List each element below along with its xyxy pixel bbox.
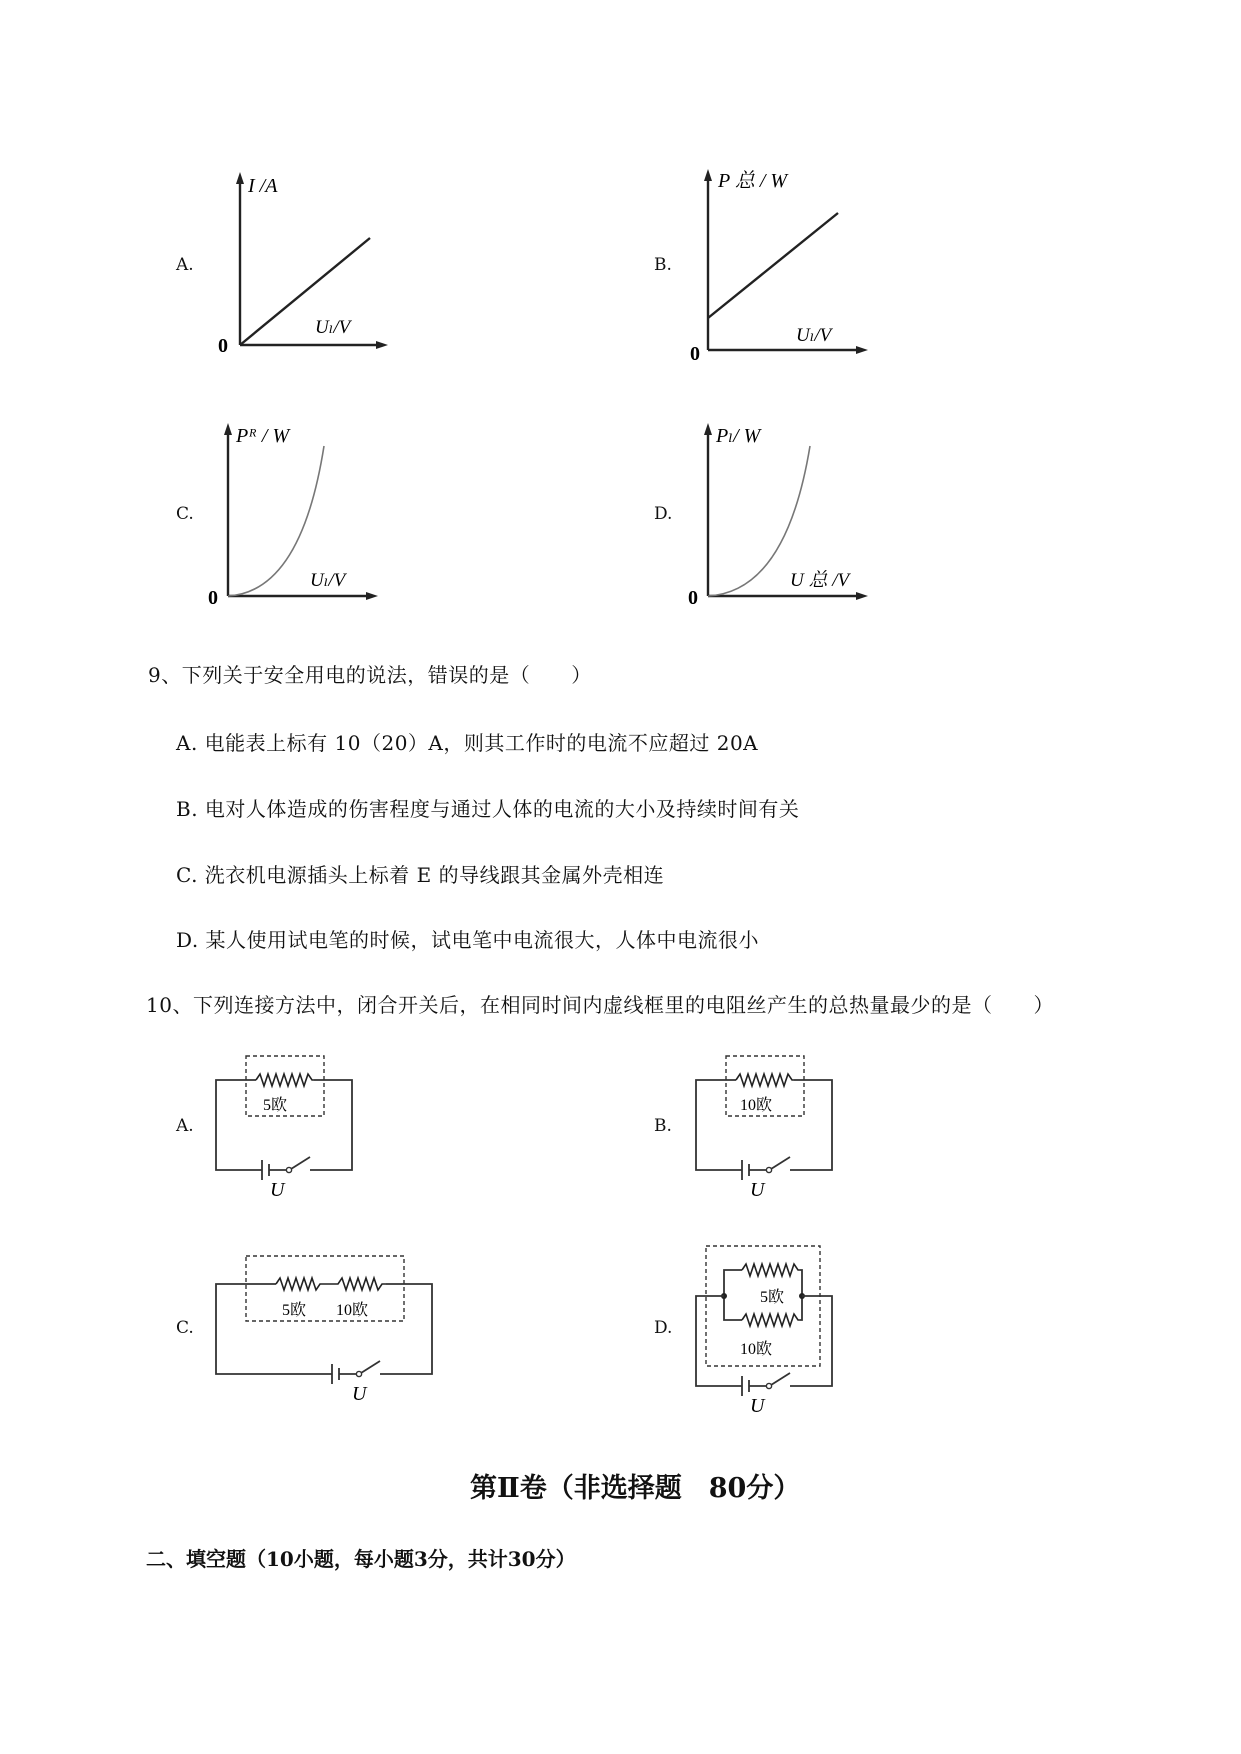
q10-d-resistor-2-label: 10欧 <box>740 1341 773 1358</box>
q8-b-origin: 0 <box>690 343 700 365</box>
q10-d-source-label: U <box>750 1395 765 1413</box>
q9-stem: 9、下列关于安全用电的说法，错误的是（ ） <box>148 663 592 687</box>
q10-c-resistor-1-label: 5欧 <box>282 1302 307 1319</box>
q10-a-source-label: U <box>270 1179 285 1201</box>
q10-option-a-label: A. <box>176 1116 194 1136</box>
q8-b-x-axis-label: Uₗ/V <box>796 325 832 346</box>
q9-option-c: C. 洗衣机电源插头上标着 E 的导线跟其金属外壳相连 <box>176 863 665 887</box>
q10-b-resistor-label: 10欧 <box>740 1097 773 1114</box>
q10-b-source-label: U <box>750 1179 765 1201</box>
q8-d-y-axis-label: Pₗ/ W <box>716 425 761 447</box>
q10-option-b-label: B. <box>654 1116 672 1136</box>
q10-option-c-label: C. <box>176 1318 194 1338</box>
section-title: 第Ⅱ卷（非选择题 80分） <box>470 1473 801 1504</box>
q10-a-resistor-label: 5欧 <box>263 1097 288 1114</box>
q8-graph-d <box>686 420 876 610</box>
q8-a-y-axis-label: I /A <box>248 175 278 197</box>
q10-option-d-label: D. <box>654 1318 673 1338</box>
q8-d-x-axis-label: U 总 /V <box>790 570 850 591</box>
q9-option-a: A. 电能表上标有 10（20）A，则其工作时的电流不应超过 20A <box>176 731 759 755</box>
q8-graph-b <box>686 165 876 365</box>
q8-option-a-label: A. <box>176 255 194 275</box>
q10-c-source-label: U <box>352 1383 367 1405</box>
q10-stem: 10、下列连接方法中，闭合开关后，在相同时间内虚线框里的电阻丝产生的总热量最少的是（ ） <box>146 993 1054 1017</box>
q8-a-origin: 0 <box>218 335 228 357</box>
section-subtitle: 二、填空题（10小题，每小题3分，共计30分） <box>146 1547 576 1571</box>
q8-b-y-axis-label: P 总 / W <box>718 170 788 192</box>
q10-d-resistor-1-label: 5欧 <box>760 1289 785 1306</box>
q8-d-origin: 0 <box>688 587 698 609</box>
q8-graph-a <box>210 170 390 365</box>
q8-option-b-label: B. <box>654 255 672 275</box>
q10-circuit-b <box>690 1048 850 1203</box>
q8-a-x-axis-label: Uₗ/V <box>315 317 351 338</box>
q9-option-b: B. 电对人体造成的伤害程度与通过人体的电流的大小及持续时间有关 <box>176 797 800 821</box>
q9-option-d: D. 某人使用试电笔的时候，试电笔中电流很大，人体中电流很小 <box>176 928 760 952</box>
q8-option-c-label: C. <box>176 504 194 524</box>
q8-graph-c <box>206 420 386 610</box>
q8-c-x-axis-label: Uₗ/V <box>310 570 346 591</box>
q10-circuit-a <box>210 1048 370 1203</box>
q8-c-y-axis-label: Pᴿ / W <box>236 425 290 447</box>
q10-circuit-d <box>690 1238 860 1413</box>
q10-c-resistor-2-label: 10欧 <box>336 1302 369 1319</box>
q8-c-origin: 0 <box>208 587 218 609</box>
q10-circuit-c <box>210 1248 440 1408</box>
q8-option-d-label: D. <box>654 504 673 524</box>
